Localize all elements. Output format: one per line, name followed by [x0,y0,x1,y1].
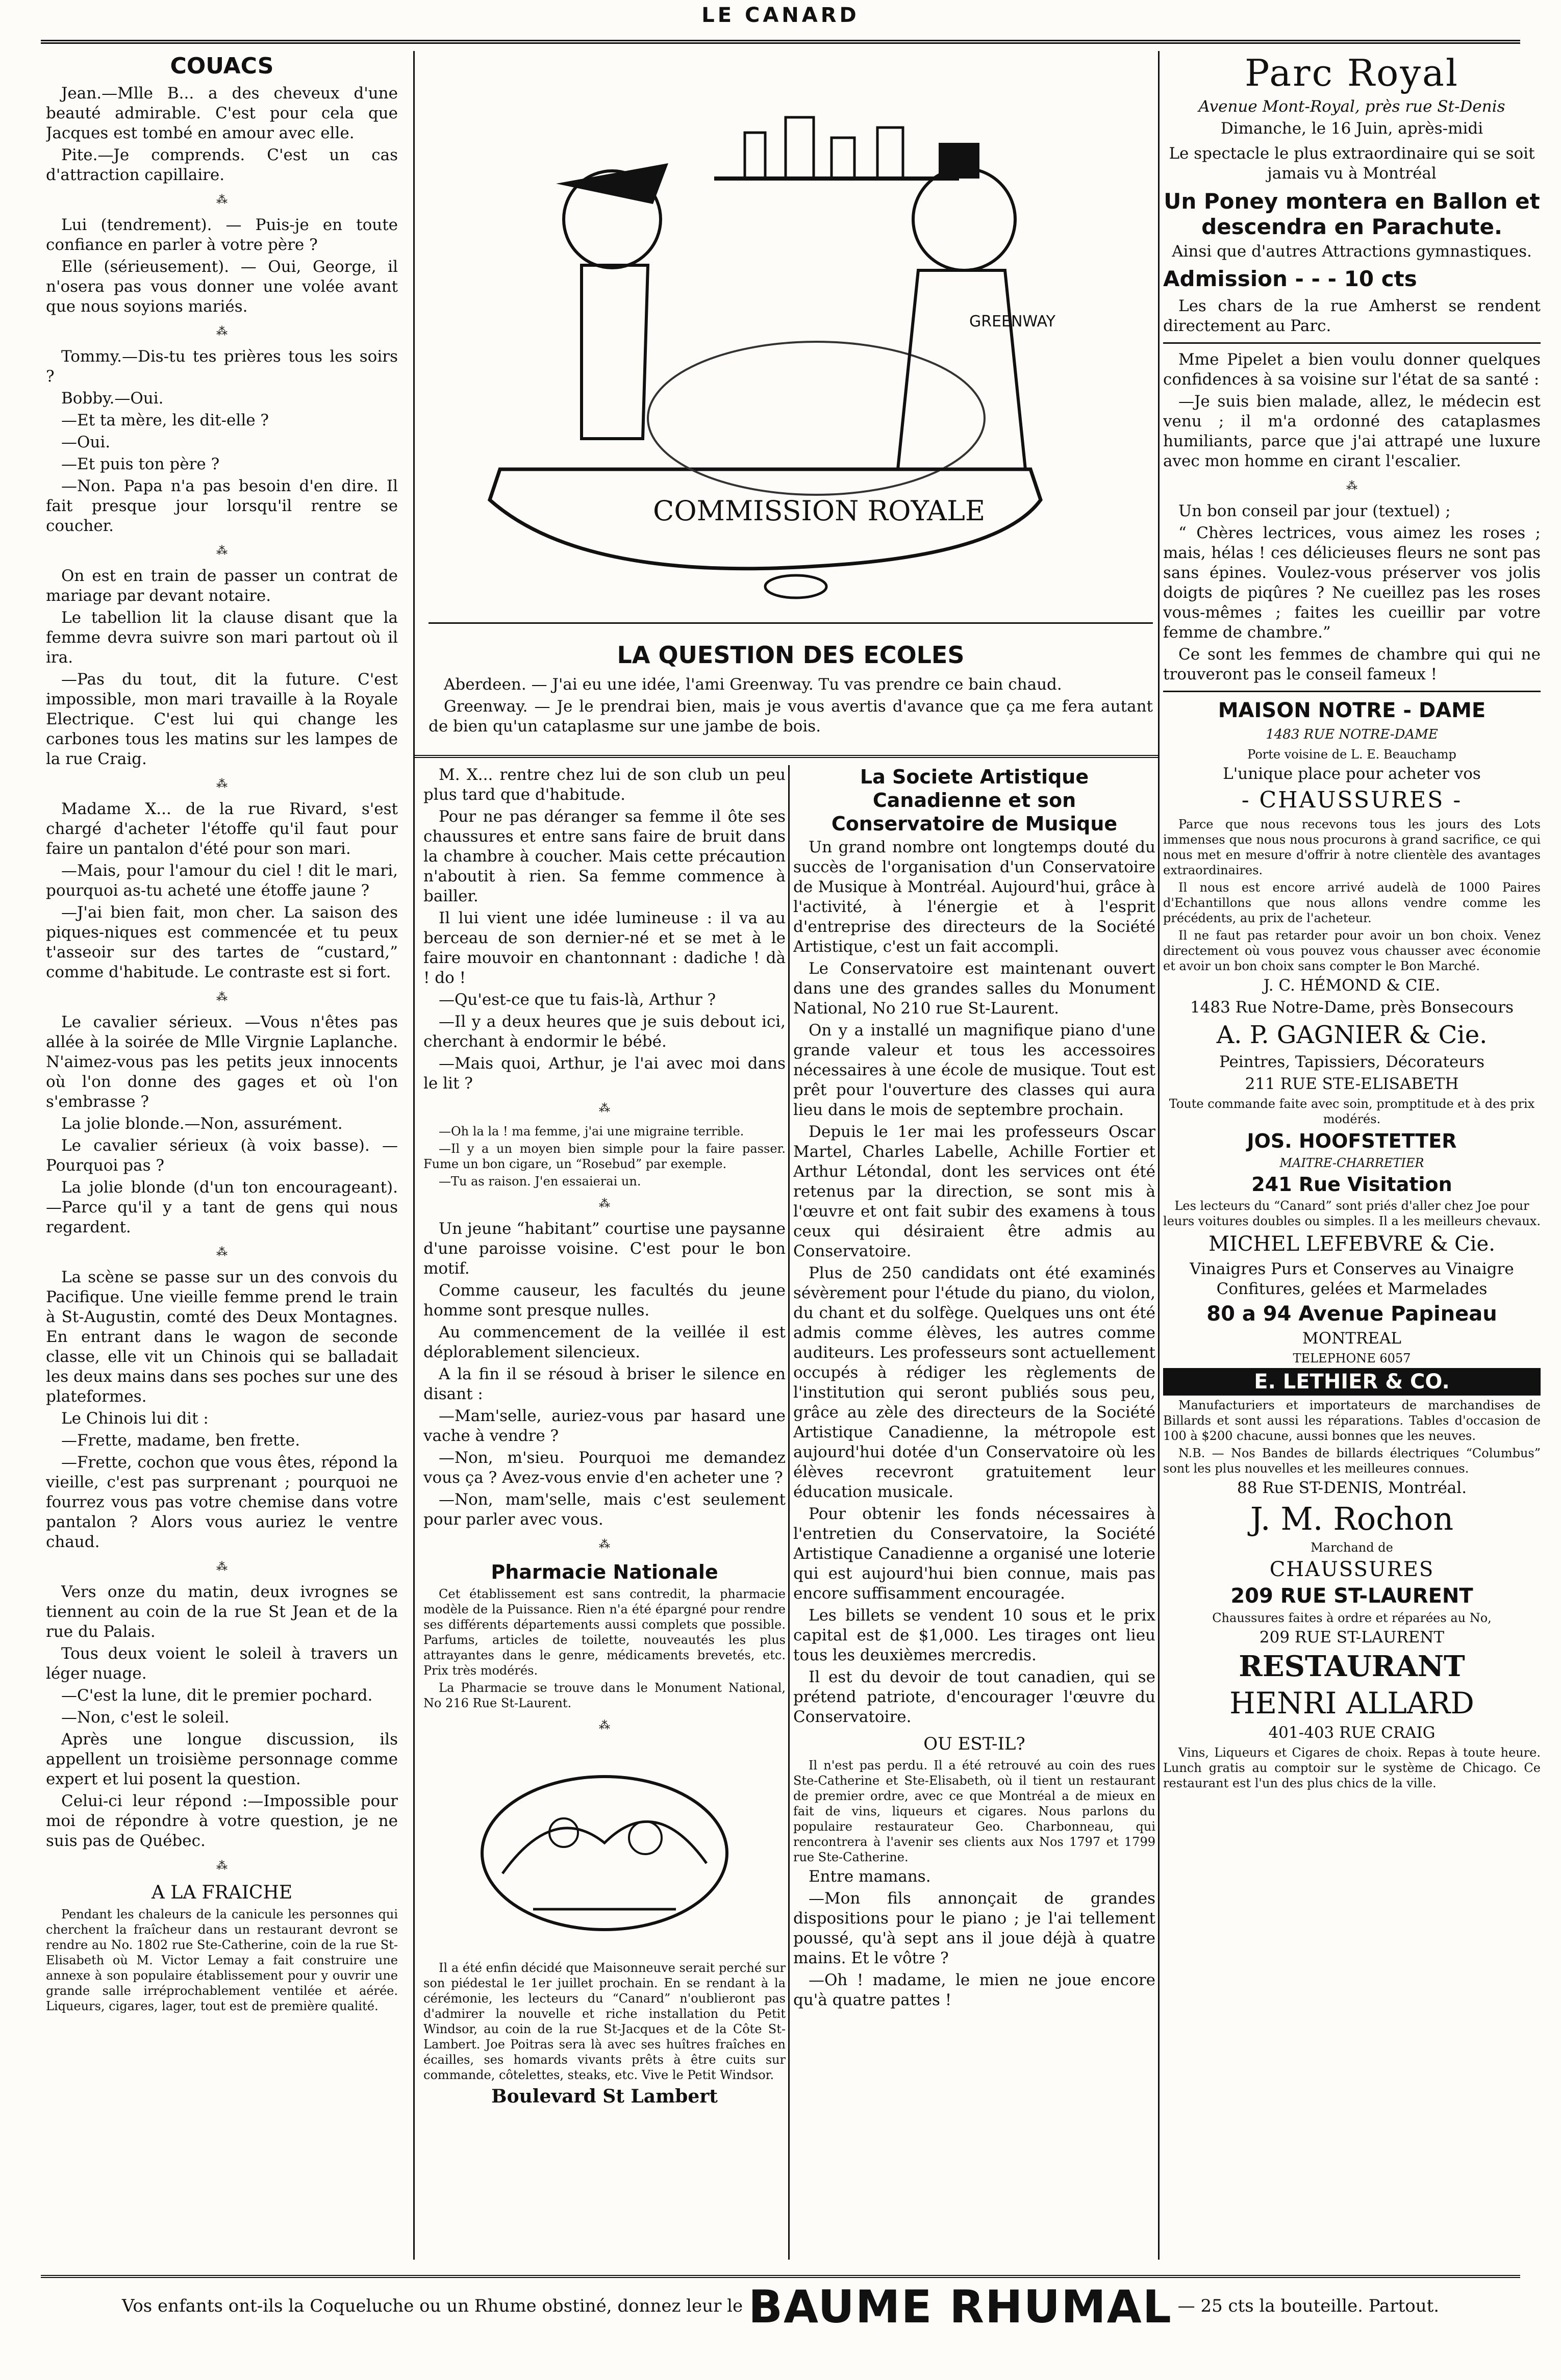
separator-stars: ⁂ [216,194,228,207]
paragraph: Ce sont les femmes de chambre qui qui ne trouveront pas le conseil fameux ! [1163,645,1541,683]
paragraph: Pite.—Je comprends. C'est un cas d'attraction capillaire. [46,146,398,184]
paragraph: Il est du devoir de tout canadien, qui se prétend patriote, d'encourager l'œuvre du Conservatoire. [793,1668,1155,1726]
paragraph: —J'ai bien fait, mon cher. La saison des piques-niques est commencée et tu peux t'asseoir sur des tartes de “custard,” comme d'habitude. Le contraste est si fort. [46,903,398,981]
lefebvre-city: MONTREAL [1302,1329,1401,1348]
parc-date: Dimanche, le 16 Juin, après-midi [1220,119,1483,138]
lefebvre-title: MICHEL LEFEBVRE & Cie. [1208,1232,1495,1256]
paragraph: On est en train de passer un contrat de mariage par devant notaire. [46,567,398,605]
masthead [0,0,1561,41]
separator-stars: ⁂ [1346,480,1357,493]
pelletier-telephone: TELEPHONE 6057 [1293,1351,1411,1365]
restaurant-body: Vins, Liqueurs et Cigares de choix. Repas à toute heure. Lunch gratis au comptoir sur le système de Chicago. Ce restaurant est l'un des plus chics de la ville. [1163,1745,1541,1790]
paragraph: —Il y a deux heures que je suis debout ici, cherchant à endormir le bébé. [423,1012,786,1051]
separator-stars: ⁂ [599,1198,610,1210]
mnd-body: Parce que nous recevons tous les jours des Lots immenses que nous nous procurons à grand sacrifice, ce qui nous met en mesure d'offrir à notre clientèle des avantages extraordinaires. [1163,817,1541,877]
paragraph: Mme Pipelet a bien voulu donner quelques confidences à sa voisine sur l'état de sa santé : [1163,350,1541,389]
paragraph: —Oui. [61,433,111,451]
cartoon-illustration [429,51,1153,624]
hoof-address: 241 Rue Visitation [1251,1173,1452,1196]
windsor-text: Il a été enfin décidé que Maisonneuve serait perché sur son piédestal le 1er juillet prochain. En se rendant à la cérémonie, les lecteurs du “Canard” n'oublieront pas d'admirer la nouvelle et riche installation du Petit Windsor, au coin de la rue St-Jacques et de la Côte St-Lambert. Joe Poitras sera là avec ses huîtres fraîches en écailles, ses homards vivants prêts à être cuits sur commande, côtelettes, steaks, etc. Vive le Petit Windsor. [423,1961,786,2082]
mnd-chaussures: - CHAUSSURES - [1241,787,1463,813]
mnd-signature-address: 1483 Rue Notre-Dame, près Bonsecours [1190,998,1514,1017]
couacs-title: COUACS [170,53,274,79]
mnd-porte: Porte voisine de L. E. Beauchamp [1247,747,1456,762]
hoof-title: JOS. HOOFSTETTER [1247,1130,1457,1152]
ouestil-title: OU EST-IL? [923,1734,1025,1754]
mnd-body: Il ne faut pas retarder pour avoir un bon choix. Venez directement où vous pouvez vous chausser avec économie et avoir un bon choix sans compter le Bon Marché. [1163,928,1541,973]
paragraph: Elle (sérieusement). — Oui, George, il n'osera pas vous donner une volée avant que nous soyions mariés. [46,258,398,316]
paragraph: On y a installé un magnifique piano d'une grande valeur et tous les accessoires nécessaires à une école de musique. Tout est prêt pour l'ouverture des classes qui aura lieu dans le mois de septembre prochain. [793,1021,1155,1119]
pelletier-title: E. LETHIER & CO. [1163,1368,1541,1396]
paragraph: —Mais quoi, Arthur, je l'ai avec moi dans le lit ? [423,1054,786,1093]
rochon-address-2: 209 RUE ST-LAURENT [1259,1628,1445,1647]
ads-column [1163,51,1541,2260]
pelletier-body: Manufacturiers et importateurs de marchandises de Billards et sont aussi les réparations. Tables d'occasion de 100 à $200 chacune, aussi bonnes que les neuves. [1163,1398,1541,1443]
paragraph: —Qu'est-ce que tu fais-là, Arthur ? [439,991,716,1009]
paragraph: La scène se passe sur un des convois du Pacifique. Une vieille femme prend le train à St-Augustin, comté des Deux Montagnes. En entrant dans le wagon de seconde classe, elle vit un Chinois qui se balladait les deux mains dans ses poches sur une des plateformes. [46,1268,398,1406]
paragraph: Tommy.—Dis-tu tes prières tous les soirs ? [46,347,398,386]
gagnier-note: Toute commande faite avec soin, promptitude et à des prix modérés. [1169,1097,1535,1126]
separator-stars: ⁂ [216,778,228,791]
paragraph: —Oh la la ! ma femme, j'ai une migraine terrible. [439,1124,744,1138]
greenway-tag: GREENWAY [969,313,1055,331]
paragraph: “ Chères lectrices, vous aimez les roses ; mais, hélas ! ces délicieuses fleurs ne sont pas sans épines. Voulez-vous préserver vos jolis doigts de piqûres ? Ne cueillez pas les roses vous-mêmes ; faites les cueillir par votre femme de chambre.” [1163,524,1541,642]
paragraph: —Pas du tout, dit la future. C'est impossible, mon mari travaille à la Royale Electrique. C'est lui qui change les carbones tous les matins sur les lampes de la rue Craig. [46,670,398,768]
paragraph: —Mam'selle, auriez-vous par hasard une vache à vendre ? [423,1407,786,1445]
paragraph: Tous deux voient le soleil à travers un léger nuage. [46,1644,398,1683]
separator-stars: ⁂ [599,1102,610,1115]
paragraph: Le cavalier sérieux (à voix basse). —Pourquoi pas ? [46,1136,398,1175]
parc-address: Avenue Mont-Royal, près rue St-Denis [1198,97,1505,116]
paragraph: —Tu as raison. J'en essaierai un. [439,1174,641,1188]
restaurant-address: 401-403 RUE CRAIG [1268,1724,1436,1742]
cartoon-caption: Greenway. — Je le prendrai bien, mais je vous avertis d'avance que ça me fera autant de bien qu'un cataplasme sur une jambe de bois. [429,697,1153,736]
pelletier-nb: N.B. — Nos Bandes de billards électriques “Columbus” sont les plus nouvelles et les meilleures connues. [1163,1446,1541,1476]
section-rule [413,755,1158,758]
paragraph: Lui (tendrement). — Puis-je en toute confiance en parler à votre père ? [46,216,398,254]
mnd-title: MAISON NOTRE - DAME [1218,699,1486,722]
paragraph: —Il y a un moyen bien simple pour la faire passer. Fume un bon cigare, un “Rosebud” par exemple. [423,1142,786,1171]
restaurant-name: HENRI ALLARD [1229,1686,1474,1720]
paragraph: La jolie blonde.—Non, assurément. [61,1115,343,1133]
top-rule [41,40,1520,44]
paragraph: —Et puis ton père ? [61,455,220,473]
paragraph: —Mon fils annonçait de grandes dispositions pour le piano ; je l'ai tellement poussé, qu'à sept ans il joue déjà à quatre mains. Et le vôtre ? [793,1889,1155,1967]
parc-spectacle: Le spectacle le plus extraordinaire qui se soit jamais vu à Montréal [1169,144,1535,183]
paragraph: —Frette, madame, ben frette. [61,1431,300,1450]
mnd-signature: J. C. HÉMOND & CIE. [1263,976,1441,995]
rochon-address: 209 RUE ST-LAURENT [1230,1584,1473,1608]
hoof-sub: MAITRE-CHARRETIER [1279,1156,1424,1170]
lefebvre-sub: Vinaigres Purs et Conserves au Vinaigre Confitures, gelées et Marmelades [1190,1260,1514,1298]
rochon-chaussures: CHAUSSURES [1269,1558,1434,1581]
paragraph: M. X... rentre chez lui de son club un peu plus tard que d'habitude. [423,766,786,804]
paragraph: Depuis le 1er mai les professeurs Oscar Martel, Charles Labelle, Achille Fortier et Arthur Létondal, dont les services ont été retenus par la direction, se sont mis à l'œuvre et ont fait subir des examens à tous ceux qui désiraient être admis au Conservatoire. [793,1123,1155,1260]
paragraph: Il lui vient une idée lumineuse : il va au berceau de son dernier-né et se met à le faire mouvoir en chantonnant : dadiche ! dà ! do ! [423,909,786,987]
separator-stars: ⁂ [216,991,228,1004]
paragraph: —Frette, cochon que vous êtes, répond la vieille, c'est pas surprenant ; pourquoi ne fourrez vous pas votre chemise dans votre pantalon ? Alors vous auriez le ventre chaud. [46,1453,398,1551]
paragraph: Un grand nombre ont longtemps douté du succès de l'organisation d'un Conservatoire de Musique à Montréal. Aujourd'hui, grâce à l'activité, à l'énergie et à l'esprit d'entreprise des directeurs de la Société Artistique, c'est un fait accompli. [793,838,1155,956]
pharmacie-address: La Pharmacie se trouve dans le Monument National, No 216 Rue St-Laurent. [423,1681,786,1710]
paragraph: —Non, c'est le soleil. [61,1708,230,1727]
separator-stars: ⁂ [216,545,228,558]
middle-right-column [793,765,1155,2265]
windsor-illustration [441,1741,768,1955]
mnd-address: 1483 RUE NOTRE-DAME [1266,727,1438,742]
paragraph: —Non, m'sieu. Pourquoi me demandez vous ça ? Avez-vous envie d'en acheter une ? [423,1449,786,1487]
paragraph: La jolie blonde (d'un ton encourageant).—Parce qu'il y a tant de gens qui nous regardent. [46,1178,398,1236]
couacs-column [46,51,398,2219]
rochon-note: Chaussures faites à ordre et réparées au No, [1212,1611,1492,1625]
fraiche-text: Pendant les chaleurs de la canicule les personnes qui cherchent la fraîcheur dans un restaurant devront se rendre au No. 1802 rue Ste-Catherine, coin de la rue St-Elisabeth où M. Victor Lemay a fait construire une annexe à son populaire établissement pour y ouvrir une grande salle irréprochablement ventilée et aérée. Liqueurs, cigares, lager, tout est de première qualité. [46,1907,398,2013]
parc-autres: Ainsi que d'autres Attractions gymnastiques. [1172,242,1532,261]
hoof-note: Les lecteurs du “Canard” sont priés d'aller chez Joe pour leurs voitures doubles ou simples. Il a les meilleurs chevaux. [1163,1199,1541,1228]
separator-stars: ⁂ [216,1561,228,1574]
gagnier-title: A. P. GAGNIER & Cie. [1216,1021,1488,1049]
paragraph: —Et ta mère, les dit-elle ? [61,411,269,429]
middle-left-column [423,765,786,2265]
column-rule [788,765,790,2260]
mnd-unique: L'unique place pour acheter vos [1223,765,1481,783]
lefebvre-address: 80 a 94 Avenue Papineau [1206,1302,1497,1326]
paragraph: —Mais, pour l'amour du ciel ! dit le mari, pourquoi as-tu acheté une étoffe jaune ? [46,862,398,900]
separator-stars: ⁂ [216,325,228,338]
mnd-body: Il nous est encore arrivé audelà de 1000 Paires d'Echantillons que nous allons vendre comme les précédents, au prix de l'acheteur. [1163,880,1541,925]
footer-ad [41,2275,1520,2339]
rochon-sub: Marchand de [1311,1540,1393,1555]
rochon-title: J. M. Rochon [1250,1500,1454,1537]
paragraph: —C'est la lune, dit le premier pochard. [61,1686,373,1705]
paragraph: Jean.—Mlle B... a des cheveux d'une beauté admirable. C'est pour cela que Jacques est tombé en amour avec elle. [46,84,398,142]
footer-left: Vos enfants ont-ils la Coqueluche ou un Rhume obstiné, donnez leur le [121,2296,743,2316]
paragraph: —Oh ! madame, le mien ne joue encore qu'à quatre pattes ! [793,1971,1155,2009]
separator-stars: ⁂ [216,1860,228,1872]
parc-chars: Les chars de la rue Amherst se rendent directement au Parc. [1163,297,1541,335]
cartoon-title: LA QUESTION DES ECOLES [617,641,965,669]
paragraph: Vers onze du matin, deux ivrognes se tiennent au coin de la rue St Jean et de la rue du Palais. [46,1583,398,1641]
gagnier-sub: Peintres, Tapissiers, Décorateurs [1219,1053,1484,1071]
column-rule [1158,51,1160,2260]
footer-brand: BAUME RHUMAL [748,2281,1172,2333]
paragraph: Bobby.—Oui. [61,389,164,408]
paragraph: Les billets se vendent 10 sous et le prix capital est de $1,000. Les tirages ont lieu tous les deuxièmes mercredis. [793,1606,1155,1664]
paragraph: Entre mamans. [809,1867,931,1886]
restaurant-title: RESTAURANT [1239,1650,1465,1683]
separator-stars: ⁂ [599,1719,610,1732]
paragraph: Pour ne pas déranger sa femme il ôte ses chaussures et entre sans faire de bruit dans la chambre à coucher. Mais cette précaution n'aboutit à rien. Sa femme commence à bailler. [423,807,786,905]
masthead-title: LE CANARD [701,4,860,27]
paragraph: Le cavalier sérieux. —Vous n'êtes pas allée à la soirée de Mlle Virgnie Laplanche. N'aimez-vous pas les petits jeux innocents où l'on donne des gages et où l'on s'embrasse ? [46,1013,398,1111]
paragraph: Le Conservatoire est maintenant ouvert dans une des grandes salles du Monument National, No 210 rue St-Laurent. [793,959,1155,1018]
divider [1163,342,1541,344]
separator-stars: ⁂ [216,1246,228,1259]
paragraph: A la fin il se résoud à briser le silence en disant : [423,1365,786,1403]
cartoon-area [429,51,1153,775]
paragraph: —Non, mam'selle, mais c'est seulement pour parler avec vous. [423,1490,786,1529]
paragraph: Un bon conseil par jour (textuel) ; [1178,502,1451,520]
fraiche-title: A LA FRAICHE [151,1882,293,1903]
paragraph: Comme causeur, les facultés du jeune homme sont presque nulles. [423,1281,786,1320]
paragraph: Madame X... de la rue Rivard, s'est chargé d'acheter l'étoffe qu'il faut pour faire un pantalon d'été pour son mari. [46,800,398,858]
parc-admission: Admission - - - 10 cts [1163,266,1417,291]
cartoon-caption: Aberdeen. — J'ai eu une idée, l'ami Greenway. Tu vas prendre ce bain chaud. [444,675,1062,694]
paragraph: Après une longue discussion, ils appellent un troisième personnage comme expert et lui posent la question. [46,1730,398,1788]
pharmacie-title: Pharmacie Nationale [491,1561,718,1583]
column-rule [413,51,415,2260]
paragraph: Plus de 250 candidats ont été examinés sévèrement pour l'étude du piano, du violon, du chant et du solfège. Quelques uns ont été admis comme élèves, les autres comme auditeurs. Les professeurs sont actuellement occupés à rédiger les règlements de l'institution qui seront publiés sous peu, grâce au zèle des directeurs de la Société Artistique Canadienne, la métropole est aujourd'hui dotée d'un Conservatoire où les élèves recevront gratuitement leur éducation musicale. [793,1264,1155,1501]
paragraph: Le Chinois lui dit : [61,1409,209,1428]
paragraph: Un jeune “habitant” courtise une paysanne d'une paroisse voisine. C'est pour le bon motif. [423,1220,786,1278]
ouestil-text: Il n'est pas perdu. Il a été retrouvé au coin des rues Ste-Catherine et Ste-Elisabeth, où il tient un restaurant de premier ordre, avec ce que Montréal a de mieux en fait de vins, liqueurs et cigares. Nous parlons du populaire restaurateur Geo. Charbonneau, qui rencontrera à l'avenir ses clients aux Nos 1797 et 1799 rue Ste-Catherine. [793,1758,1155,1864]
paragraph: Le tabellion lit la clause disant que la femme devra suivre son mari partout où il ira. [46,609,398,667]
boat-label: COMMISSION ROYALE [653,495,986,527]
parc-royal-title: Parc Royal [1245,52,1459,94]
paragraph: —Je suis bien malade, allez, le médecin est venu ; il m'a ordonné des cataplasmes humiliants, parce que j'ai attrapé une luxure avec mon homme en cirant l'escalier. [1163,392,1541,470]
paragraph: Au commencement de la veillée il est déplorablement silencieux. [423,1323,786,1361]
paragraph: Pour obtenir les fonds nécessaires à l'entretien du Conservatoire, la Société Artistique Canadienne a organisé une loterie qui est aujourd'hui bien connue, mais pas encore suffisamment encouragée. [793,1505,1155,1603]
separator-stars: ⁂ [599,1538,610,1551]
pharmacie-text: Cet établissement est sans contredit, la pharmacie modèle de la Puissance. Rien n'a été épargné pour rendre ses différents départements aussi complets que possible. Parfums, articles de toilette, nouveautés les plus attrayantes dans le genre, médicaments brevetés, etc. Prix très modérés. [423,1587,786,1678]
parc-poney: Un Poney montera en Ballon et descendra en Parachute. [1164,189,1540,239]
paragraph: Celui-ci leur répond :—Impossible pour moi de répondre à votre question, je ne suis pas de Québec. [46,1792,398,1850]
footer-right: — 25 cts la bouteille. Partout. [1177,2296,1440,2316]
divider [1163,691,1541,692]
paragraph: —Non. Papa n'a pas besoin d'en dire. Il fait presque jour lorsqu'il rentre se coucher. [46,477,398,535]
boulevard-title: Boulevard St Lambert [491,2086,718,2107]
gagnier-address: 211 RUE STE-ELISABETH [1245,1075,1459,1093]
pelletier-address: 88 Rue ST-DENIS, Montréal. [1237,1479,1467,1497]
societe-title: La Societe Artistique Canadienne et son Conservatoire de Musique [831,766,1118,835]
